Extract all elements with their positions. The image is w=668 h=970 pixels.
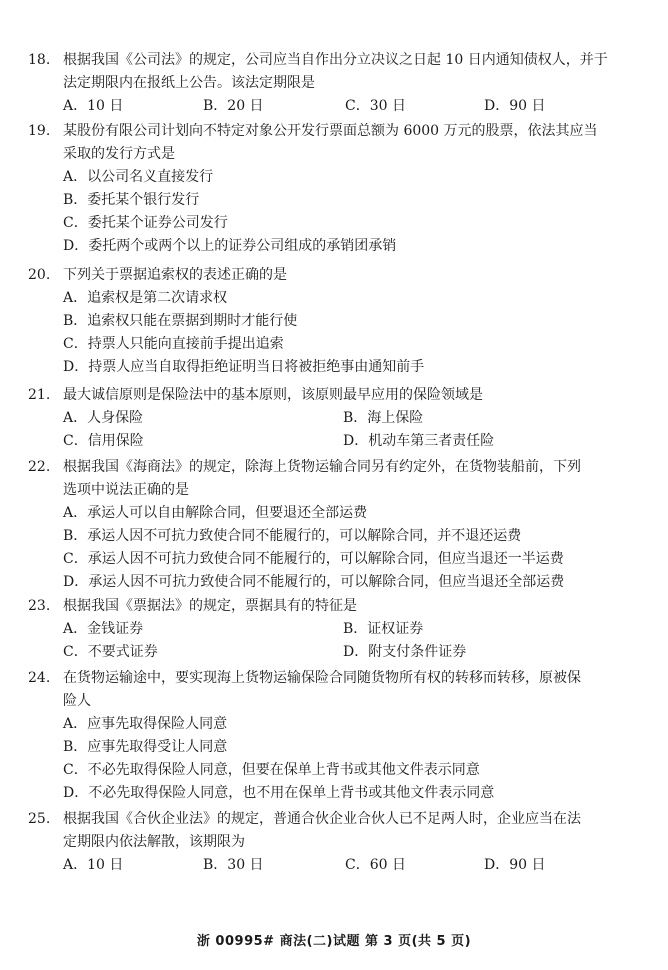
question-stem-line xyxy=(0,49,668,72)
question-item xyxy=(0,120,668,258)
question-number: 24. xyxy=(28,670,51,686)
answer-option: C．委托某个证券公司发行 xyxy=(63,215,228,231)
question-number: 19. xyxy=(28,123,51,139)
question-item xyxy=(0,49,668,118)
answer-option: A．应事先取得保险人同意 xyxy=(63,716,228,732)
question-stem-line xyxy=(0,143,668,166)
answer-option: C．持票人只能向直接前手提出追索 xyxy=(63,336,284,352)
answer-option: B．30 日 xyxy=(203,857,264,873)
answer-option: B．追索权只能在票据到期时才能行使 xyxy=(63,313,298,329)
answer-option: C．30 日 xyxy=(345,98,406,114)
answer-option: B．海上保险 xyxy=(343,410,424,426)
answer-option: A．承运人可以自由解除合同，但要退还全部运费 xyxy=(63,505,368,521)
answer-option: A．人身保险 xyxy=(63,410,144,426)
question-text: 根据我国《票据法》的规定，票据具有的特征是 xyxy=(63,598,357,614)
options-row xyxy=(0,235,668,258)
answer-option: B．承运人因不可抗力致使合同不能履行的，可以解除合同，并不退还运费 xyxy=(63,528,522,544)
question-stem-line xyxy=(0,120,668,143)
answer-option: A．10 日 xyxy=(63,98,124,114)
options-row xyxy=(0,333,668,356)
options-row xyxy=(0,189,668,212)
options-row xyxy=(0,571,668,594)
question-number: 20. xyxy=(28,267,51,283)
answer-option: C．信用保险 xyxy=(63,433,144,449)
question-stem-line xyxy=(0,384,668,407)
options-row xyxy=(0,618,668,641)
answer-option: D．委托两个或两个以上的证券公司组成的承销团承销 xyxy=(63,238,397,254)
options-row xyxy=(0,310,668,333)
options-row xyxy=(0,854,668,877)
options-row xyxy=(0,502,668,525)
answer-option: B．证权证券 xyxy=(343,621,424,637)
answer-option: B．委托某个银行发行 xyxy=(63,192,200,208)
question-number: 22. xyxy=(28,459,51,475)
question-number: 21. xyxy=(28,387,51,403)
question-text: 选项中说法正确的是 xyxy=(63,482,189,498)
answer-option: D．90 日 xyxy=(484,98,546,114)
options-row xyxy=(0,356,668,379)
question-number: 18. xyxy=(28,52,51,68)
page-footer: 浙 00995# 商法(二)试题 第 3 页(共 5 页) xyxy=(196,934,472,949)
question-item xyxy=(0,384,668,453)
answer-option: C．承运人因不可抗力致使合同不能履行的，可以解除合同，但应当退还一半运费 xyxy=(63,551,564,567)
question-text: 根据我国《合伙企业法》的规定，普通合伙企业合伙人已不足两人时，企业应当在法 xyxy=(63,811,581,827)
question-text: 最大诚信原则是保险法中的基本原则，该原则最早应用的保险领域是 xyxy=(63,387,483,403)
answer-option: B．20 日 xyxy=(203,98,264,114)
question-number: 23. xyxy=(28,598,51,614)
question-item xyxy=(0,595,668,664)
options-row xyxy=(0,713,668,736)
options-row xyxy=(0,736,668,759)
question-text: 在货物运输途中，要实现海上货物运输保险合同随货物所有权的转移而转移，原被保 xyxy=(63,670,581,686)
question-text: 根据我国《公司法》的规定，公司应当自作出分立决议之日起 10 日内通知债权人，并于 xyxy=(63,52,608,68)
question-text: 根据我国《海商法》的规定，除海上货物运输合同另有约定外，在货物装船前，下列 xyxy=(63,459,581,475)
options-row xyxy=(0,641,668,664)
answer-option: C．60 日 xyxy=(345,857,406,873)
options-row xyxy=(0,212,668,235)
question-stem-line xyxy=(0,667,668,690)
answer-option: A．金钱证券 xyxy=(63,621,144,637)
question-text: 下列关于票据追索权的表述正确的是 xyxy=(63,267,287,283)
options-row xyxy=(0,287,668,310)
answer-option: D．附支付条件证券 xyxy=(343,644,467,660)
answer-option: A．追索权是第二次请求权 xyxy=(63,290,228,306)
question-number: 25. xyxy=(28,811,51,827)
answer-option: D．不必先取得保险人同意，也不用在保单上背书或其他文件表示同意 xyxy=(63,785,495,801)
options-row xyxy=(0,548,668,571)
question-item xyxy=(0,264,668,379)
question-stem-line xyxy=(0,479,668,502)
question-text: 险人 xyxy=(63,693,91,709)
answer-option: D．承运人因不可抗力致使合同不能履行的，可以解除合同，但应当退还全部运费 xyxy=(63,574,565,590)
options-row xyxy=(0,759,668,782)
question-item xyxy=(0,808,668,877)
answer-option: C．不要式证券 xyxy=(63,644,158,660)
question-item xyxy=(0,667,668,805)
answer-option: A．以公司名义直接发行 xyxy=(63,169,214,185)
answer-option: A．10 日 xyxy=(63,857,124,873)
question-item xyxy=(0,456,668,594)
options-row xyxy=(0,95,668,118)
answer-option: D．持票人应当自取得拒绝证明当日将被拒绝事由通知前手 xyxy=(63,359,425,375)
options-row xyxy=(0,430,668,453)
options-row xyxy=(0,166,668,189)
question-stem-line xyxy=(0,595,668,618)
question-text: 采取的发行方式是 xyxy=(63,146,175,162)
question-stem-line xyxy=(0,808,668,831)
answer-option: C．不必先取得保险人同意，但要在保单上背书或其他文件表示同意 xyxy=(63,762,480,778)
answer-option: D．90 日 xyxy=(484,857,546,873)
question-stem-line xyxy=(0,264,668,287)
options-row xyxy=(0,525,668,548)
options-row xyxy=(0,407,668,430)
answer-option: B．应事先取得受让人同意 xyxy=(63,739,228,755)
question-stem-line xyxy=(0,831,668,854)
question-text: 定期限内依法解散，该期限为 xyxy=(63,834,245,850)
question-stem-line xyxy=(0,690,668,713)
question-stem-line xyxy=(0,456,668,479)
options-row xyxy=(0,782,668,805)
question-stem-line xyxy=(0,72,668,95)
answer-option: D．机动车第三者责任险 xyxy=(343,433,495,449)
question-text: 法定期限内在报纸上公告。该法定期限是 xyxy=(63,75,315,91)
question-text: 某股份有限公司计划向不特定对象公开发行票面总额为 6000 万元的股票，依法其应当 xyxy=(63,123,598,139)
